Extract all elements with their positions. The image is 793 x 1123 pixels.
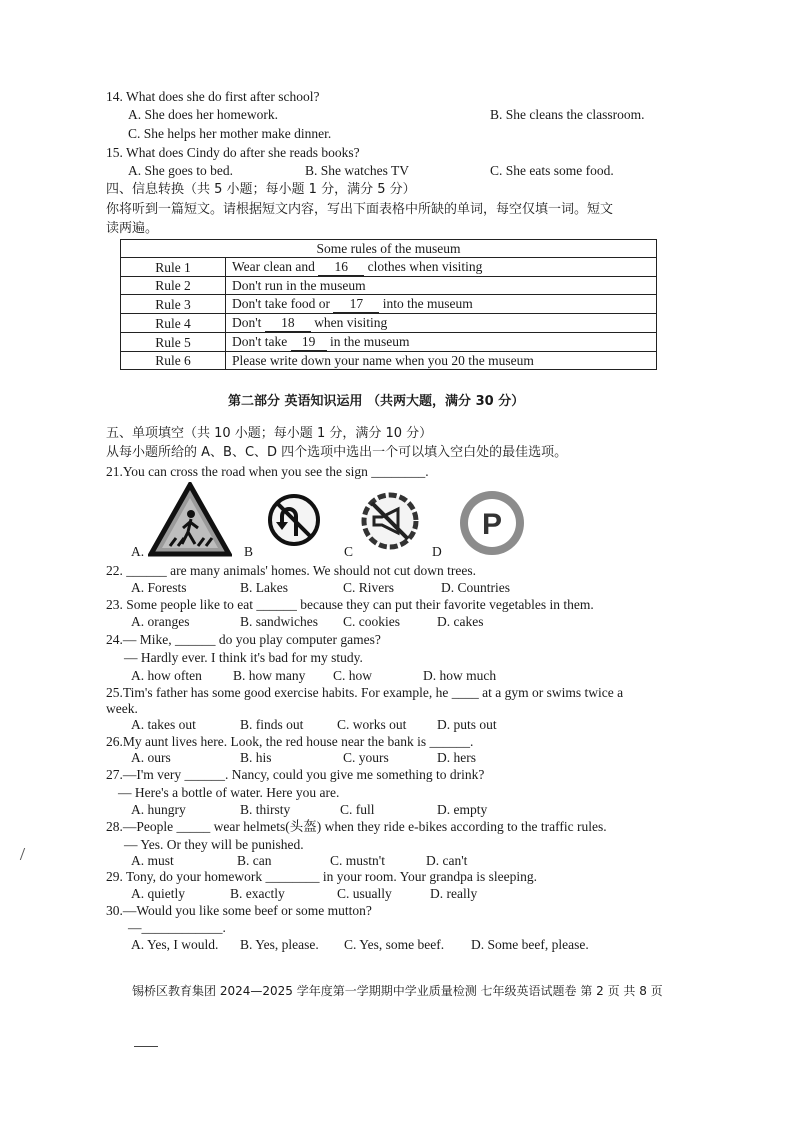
- rule-text-pre: Don't take food or: [232, 296, 331, 311]
- rule-text-pre: Wear clean and: [232, 259, 315, 274]
- margin-mark: [20, 848, 31, 860]
- q30-option-c: C. Yes, some beef.: [344, 937, 445, 952]
- answer-blank-16[interactable]: 16: [318, 258, 364, 276]
- section5-title: 五、单项填空（共 10 小题；每小题 1 分，满分 10 分）: [106, 426, 433, 441]
- rule-name: Rule 5: [121, 333, 226, 352]
- rule-name: Rule 3: [121, 295, 226, 314]
- q26-option-d: D. hers: [437, 750, 476, 765]
- q15-option-c: C. She eats some food.: [490, 163, 614, 178]
- q22-option-d: D. Countries: [441, 580, 510, 595]
- q24-stem: 24.— Mike, ______ do you play computer games?: [106, 632, 381, 647]
- rule-text: Don't run in the museum: [226, 277, 657, 295]
- q27-option-a: A. hungry: [131, 802, 186, 817]
- table-row: [121, 277, 657, 295]
- table-row: [121, 258, 657, 277]
- rule-text-post: clothes when visiting: [367, 259, 483, 274]
- rule-name: Rule 1: [121, 258, 226, 277]
- q29-option-c: C. usually: [337, 886, 392, 901]
- q15-option-b: B. She watches TV: [305, 163, 409, 178]
- q27-reply: — Here's a bottle of water. Here you are.: [118, 785, 340, 800]
- q27-stem: 27.—I'm very ______. Nancy, could you give me something to drink?: [106, 767, 485, 782]
- q21-stem: 21.You can cross the road when you see the sign ________.: [106, 464, 429, 479]
- table-row: [121, 295, 657, 314]
- q26-option-a: A. ours: [131, 750, 171, 765]
- q25-stem: 25.Tim's father has some good exercise habits. For example, he ____ at a gym or swims twice a: [106, 685, 624, 700]
- q22-option-c: C. Rivers: [343, 580, 395, 595]
- q23-option-a: A. oranges: [131, 614, 190, 629]
- q25-option-b: B. finds out: [240, 717, 304, 732]
- q15-option-a: A. She goes to bed.: [128, 163, 233, 178]
- rule-text-post: in the museum: [330, 334, 410, 349]
- q23-option-b: B. sandwiches: [240, 614, 318, 629]
- q23-option-d: D. cakes: [437, 614, 484, 629]
- q29-option-a: A. quietly: [131, 886, 185, 901]
- q23-stem: 23. Some people like to eat ______ because they can put their favorite vegetables in them.: [106, 597, 594, 612]
- part2-title: 第二部分 英语知识运用 （共两大题，满分 30 分）: [228, 394, 525, 409]
- rule-text-post: the museum: [468, 353, 534, 368]
- q24-reply: — Hardly ever. I think it's bad for my study.: [124, 650, 363, 665]
- rule-text-pre: Please write down your name when you: [232, 353, 448, 368]
- q21-option-d: D: [432, 544, 442, 559]
- q27-option-b: B. thirsty: [240, 802, 291, 817]
- answer-blank-19[interactable]: 19: [291, 333, 327, 351]
- q22-option-a: A. Forests: [131, 580, 187, 595]
- q26-option-c: C. yours: [343, 750, 389, 765]
- q28-option-c: C. mustn't: [330, 853, 385, 868]
- answer-blank-18[interactable]: 18: [265, 314, 311, 332]
- page-footer: 锡桥区教育集团 2024—2025 学年度第一学期期中学业质量检测 七年级英语试题卷 第 2 页 共 8 页: [132, 984, 663, 998]
- q30-reply: —____________.: [128, 920, 226, 935]
- q23-option-c: C. cookies: [343, 614, 400, 629]
- q29-stem: 29. Tony, do your homework ________ in your room. Your grandpa is sleeping.: [106, 869, 538, 884]
- rule-text-pre: Don't: [232, 315, 262, 330]
- q14-option-a: A. She does her homework.: [128, 107, 278, 122]
- q24-option-a: A. how often: [131, 668, 202, 683]
- table-row: [121, 314, 657, 333]
- q22-option-b: B. Lakes: [240, 580, 288, 595]
- pedestrian-crossing-sign-icon: [148, 482, 232, 558]
- q28-option-d: D. can't: [426, 853, 468, 868]
- q27-option-c: C. full: [340, 802, 375, 817]
- q21-option-a: A.: [131, 544, 145, 559]
- no-horn-sign-icon: [360, 491, 420, 551]
- q26-option-b: B. his: [240, 750, 272, 765]
- section5-instruction: 从每小题所给的 A、B、C、D 四个选项中选出一个可以填入空白处的最佳选项。: [106, 445, 568, 460]
- q15-stem: 15. What does Cindy do after she reads books?: [106, 145, 360, 160]
- q14-option-c: C. She helps her mother make dinner.: [128, 126, 332, 141]
- q28-option-a: A. must: [131, 853, 174, 868]
- q24-option-b: B. how many: [233, 668, 306, 683]
- section4-title: 四、信息转换（共 5 小题；每小题 1 分，满分 5 分）: [106, 182, 416, 197]
- section4-instruction: 你将听到一篇短文。请根据短文内容，写出下面表格中所缺的单词，每空仅填一词。短文: [106, 202, 614, 217]
- table-row: [121, 333, 657, 352]
- rule-text-pre: Don't take: [232, 334, 288, 349]
- footer-divider: [134, 1046, 158, 1047]
- rule-text: [226, 295, 657, 314]
- q30-option-a: A. Yes, I would.: [131, 937, 219, 952]
- q25-stem-cont: week.: [106, 701, 138, 716]
- q21-option-c: C: [344, 544, 354, 559]
- museum-rules-table: [120, 239, 657, 370]
- parking-sign-icon: [459, 490, 525, 556]
- q30-option-d: D. Some beef, please.: [471, 937, 589, 952]
- q25-option-d: D. puts out: [437, 717, 497, 732]
- q14-option-b: B. She cleans the classroom.: [490, 107, 645, 122]
- q24-option-c: C. how: [333, 668, 373, 683]
- q21-option-b: B: [244, 544, 254, 559]
- q27-option-d: D. empty: [437, 802, 488, 817]
- q14-stem: 14. What does she do first after school?: [106, 89, 320, 104]
- q22-stem: 22. ______ are many animals' homes. We should not cut down trees.: [106, 563, 477, 578]
- answer-blank-20[interactable]: 20: [451, 353, 465, 368]
- q30-stem: 30.—Would you like some beef or some mutton?: [106, 903, 372, 918]
- table-header: Some rules of the museum: [121, 240, 657, 258]
- q24-option-d: D. how much: [423, 668, 497, 683]
- rule-text: [226, 314, 657, 333]
- q28-stem: 28.—People _____ wear helmets(头盔) when they ride e-bikes according to the traffic rules.: [106, 819, 607, 834]
- q29-option-d: D. really: [430, 886, 478, 901]
- rule-name: Rule 4: [121, 314, 226, 333]
- rule-text: [226, 333, 657, 352]
- q28-reply: — Yes. Or they will be punished.: [124, 837, 304, 852]
- rule-text-post: when visiting: [314, 315, 388, 330]
- rule-name: Rule 2: [121, 277, 226, 295]
- answer-blank-17[interactable]: 17: [333, 295, 379, 313]
- rule-text-post: into the museum: [382, 296, 473, 311]
- q30-option-b: B. Yes, please.: [240, 937, 319, 952]
- q25-option-a: A. takes out: [131, 717, 196, 732]
- section4-instruction-2: 读两遍。: [106, 221, 159, 236]
- q29-option-b: B. exactly: [230, 886, 285, 901]
- table-row: [121, 352, 657, 370]
- rule-name: Rule 6: [121, 352, 226, 370]
- parking-sign-letter: P: [481, 508, 503, 541]
- q28-option-b: B. can: [237, 853, 272, 868]
- q26-stem: 26.My aunt lives here. Look, the red house near the bank is ______.: [106, 734, 474, 749]
- rule-text: [226, 258, 657, 277]
- no-u-turn-sign-icon: [266, 492, 322, 548]
- rule-text: [226, 352, 657, 370]
- q25-option-c: C. works out: [337, 717, 407, 732]
